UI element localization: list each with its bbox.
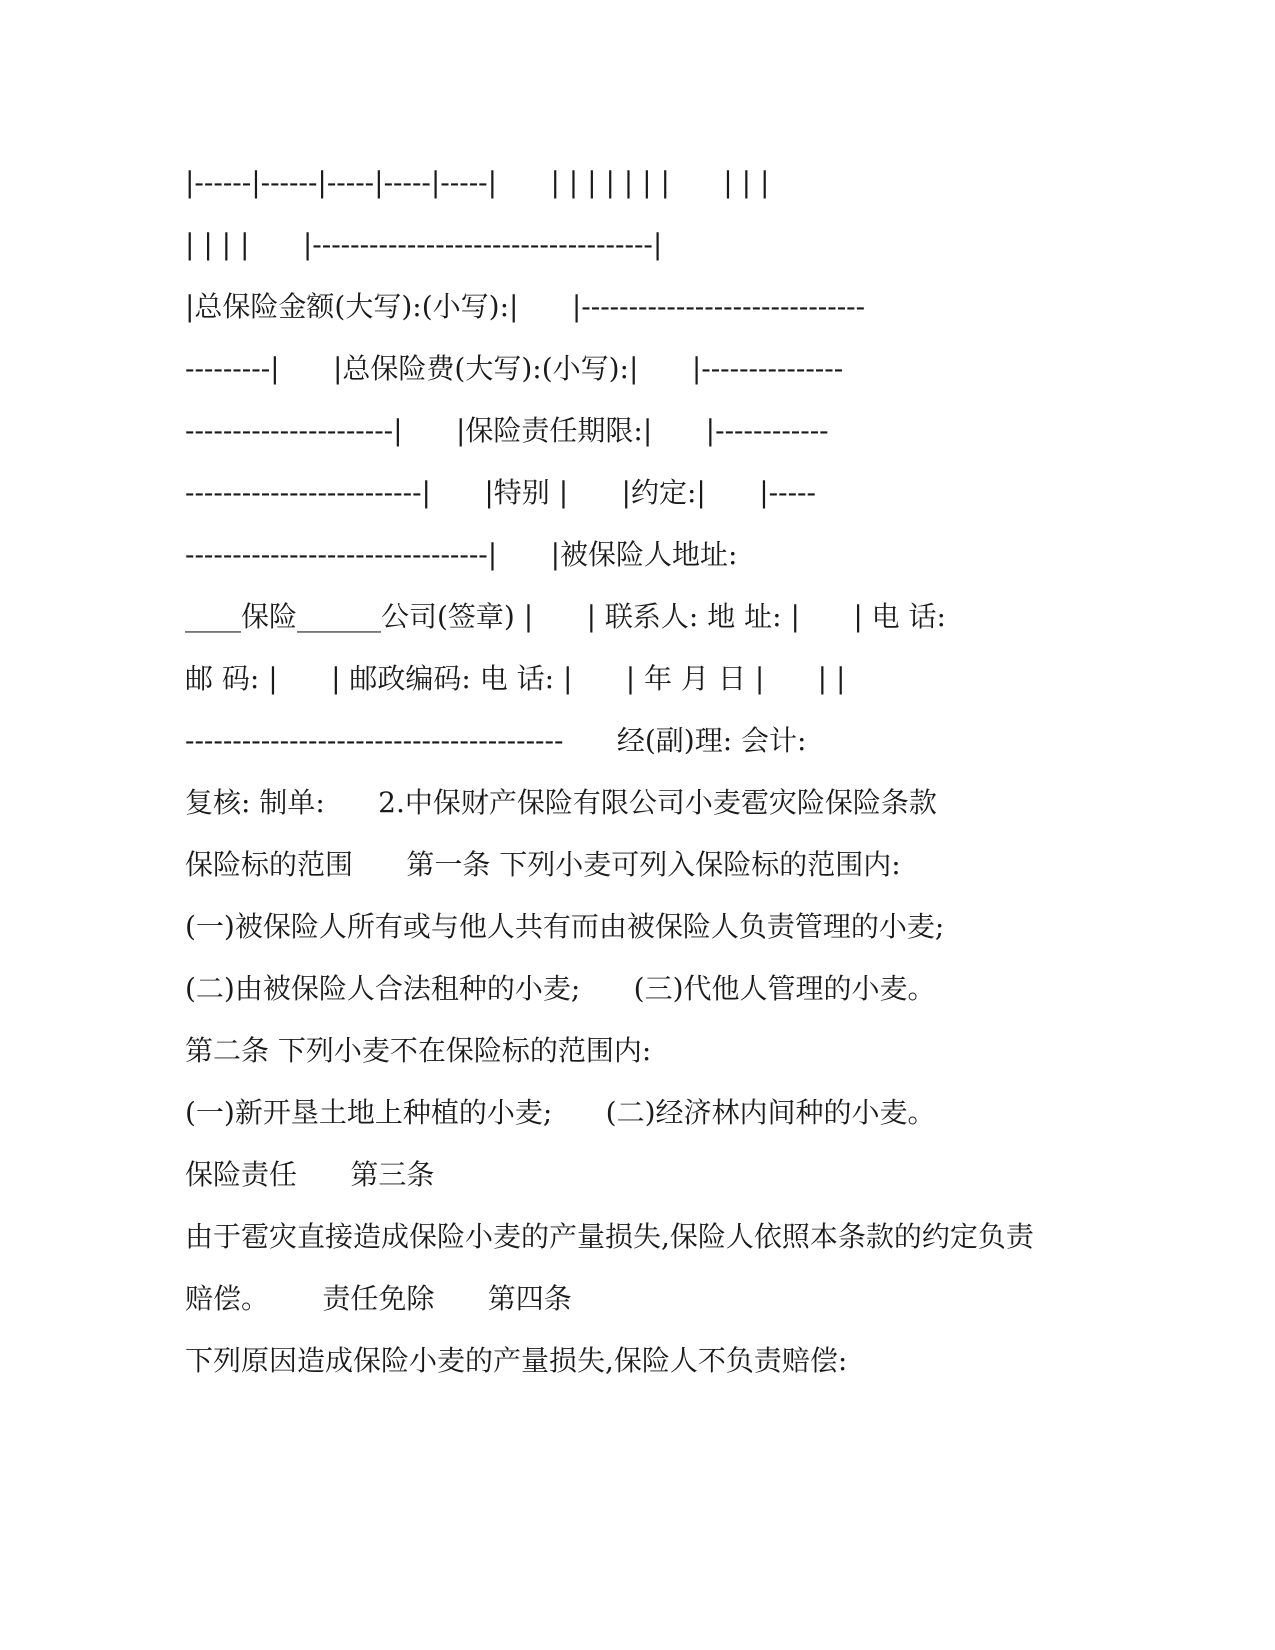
section-heading-line: 复核: 制单: 2.中保财产保险有限公司小麦雹灾险保险条款 bbox=[185, 786, 937, 819]
text-line: |总保险金额(大写):(小写):| |------------------------------ bbox=[185, 290, 866, 323]
clause-line: 保险责任 第三条 bbox=[185, 1158, 435, 1191]
text-line: ----------------------| |保险责任期限:| |------------ bbox=[185, 414, 829, 447]
clause-line: (一)被保险人所有或与他人共有而由被保险人负责管理的小麦; bbox=[185, 910, 945, 943]
clause-line: 赔偿。 责任免除 第四条 bbox=[185, 1282, 572, 1315]
text-line: -------------------------| |特别 | |约定:| |----- bbox=[185, 476, 816, 509]
text-line: ---------------------------------------- 经(副)理: 会计: bbox=[185, 724, 807, 757]
text-line: 邮 码: | | 邮政编码: 电 话: | | 年 月 日 | | | bbox=[185, 662, 846, 695]
text-line: |------|------|-----|-----|-----| | | | | | | | | | | bbox=[185, 166, 770, 199]
text-line: --------------------------------| |被保险人地址: bbox=[185, 538, 738, 571]
clause-line: 第二条 下列小麦不在保险标的范围内: bbox=[185, 1034, 652, 1067]
clause-line: 下列原因造成保险小麦的产量损失,保险人不负责赔偿: bbox=[185, 1344, 848, 1377]
clause-line: 保险标的范围 第一条 下列小麦可列入保险标的范围内: bbox=[185, 848, 901, 881]
text-line: ____保险______公司(签章) | | 联系人: 地 址: | | 电 话: bbox=[185, 600, 946, 633]
clause-line: (二)由被保险人合法租种的小麦; (三)代他人管理的小麦。 bbox=[185, 972, 936, 1005]
clause-line: 由于雹灾直接造成保险小麦的产量损失,保险人依照本条款的约定负责 bbox=[185, 1220, 1034, 1253]
clause-line: (一)新开垦土地上种植的小麦; (二)经济林内间种的小麦。 bbox=[185, 1096, 936, 1129]
text-line: ---------| |总保险费(大写):(小写):| |--------------- bbox=[185, 352, 844, 385]
text-line: | | | | |------------------------------------| bbox=[185, 228, 663, 261]
